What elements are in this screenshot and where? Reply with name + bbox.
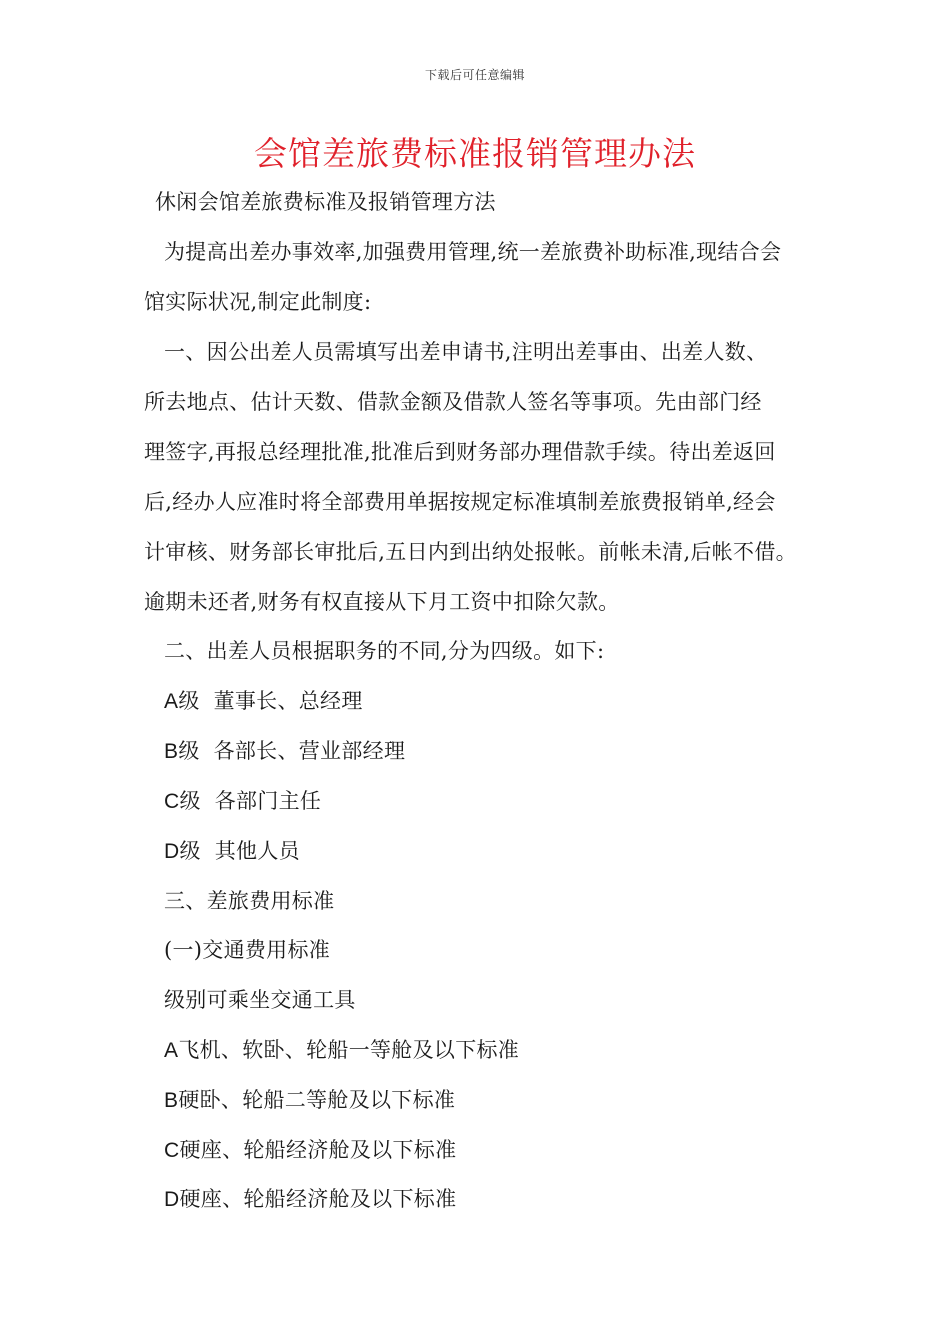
section1-line-2: 所去地点、估计天数、借款金额及借款人签名等事项。先由部门经	[144, 390, 762, 414]
transport-item	[164, 1084, 455, 1114]
transport-level-code: B	[164, 1089, 179, 1112]
level-label: 级 董事长、总经理	[178, 689, 363, 713]
section1-line-5: 计审核、财务部长审批后,五日内到出纳处报帐。前帐未清,后帐不借。	[144, 540, 797, 564]
transport-item	[164, 1034, 519, 1064]
transport-item	[164, 1183, 456, 1213]
intro-line-2: 馆实际状况,制定此制度:	[144, 290, 372, 314]
transport-label: 硬座、轮船经济舱及以下标准	[179, 1187, 457, 1211]
level-label: 级 各部长、营业部经理	[178, 739, 406, 763]
level-code: C	[164, 790, 180, 813]
transport-level-code: A	[164, 1039, 179, 1062]
level-item	[164, 785, 321, 815]
level-code: B	[164, 740, 179, 763]
section1-line-1: 一、因公出差人员需填写出差申请书,注明出差事由、出差人数、	[164, 340, 768, 364]
level-item	[164, 685, 363, 715]
section2-heading: 二、出差人员根据职务的不同,分为四级。如下:	[164, 639, 605, 663]
level-code: D	[164, 840, 180, 863]
header-note: 下载后可任意编辑	[424, 68, 525, 82]
transport-label: 硬座、轮船经济舱及以下标准	[179, 1138, 457, 1162]
transport-label: 飞机、软卧、轮船一等舱及以下标准	[178, 1038, 520, 1062]
section1-line-4: 后,经办人应准时将全部费用单据按规定标准填制差旅费报销单,经会	[144, 490, 776, 514]
transport-level-code: D	[164, 1188, 180, 1211]
level-label: 级 其他人员	[179, 839, 300, 863]
transport-label: 硬卧、轮船二等舱及以下标准	[178, 1088, 456, 1112]
document-title: 会馆差旅费标准报销管理办法	[254, 134, 696, 173]
section1-line-6: 逾期未还者,财务有权直接从下月工资中扣除欠款。	[144, 590, 620, 614]
transport-item	[164, 1134, 456, 1164]
transport-table-header: 级别可乘坐交通工具	[164, 988, 356, 1012]
level-item	[164, 735, 405, 765]
intro-line-1: 为提高出差办事效率,加强费用管理,统一差旅费补助标准,现结合会	[164, 240, 782, 264]
section3-subheading: (一)交通费用标准	[164, 938, 331, 962]
document-subtitle: 休闲会馆差旅费标准及报销管理方法	[155, 190, 496, 214]
level-label: 级 各部门主任	[179, 789, 322, 813]
transport-level-code: C	[164, 1139, 180, 1162]
section1-line-3: 理签字,再报总经理批准,批准后到财务部办理借款手续。待出差返回	[144, 440, 776, 464]
level-code: A	[164, 690, 179, 713]
section3-heading: 三、差旅费用标准	[164, 889, 335, 913]
level-item	[164, 835, 300, 865]
